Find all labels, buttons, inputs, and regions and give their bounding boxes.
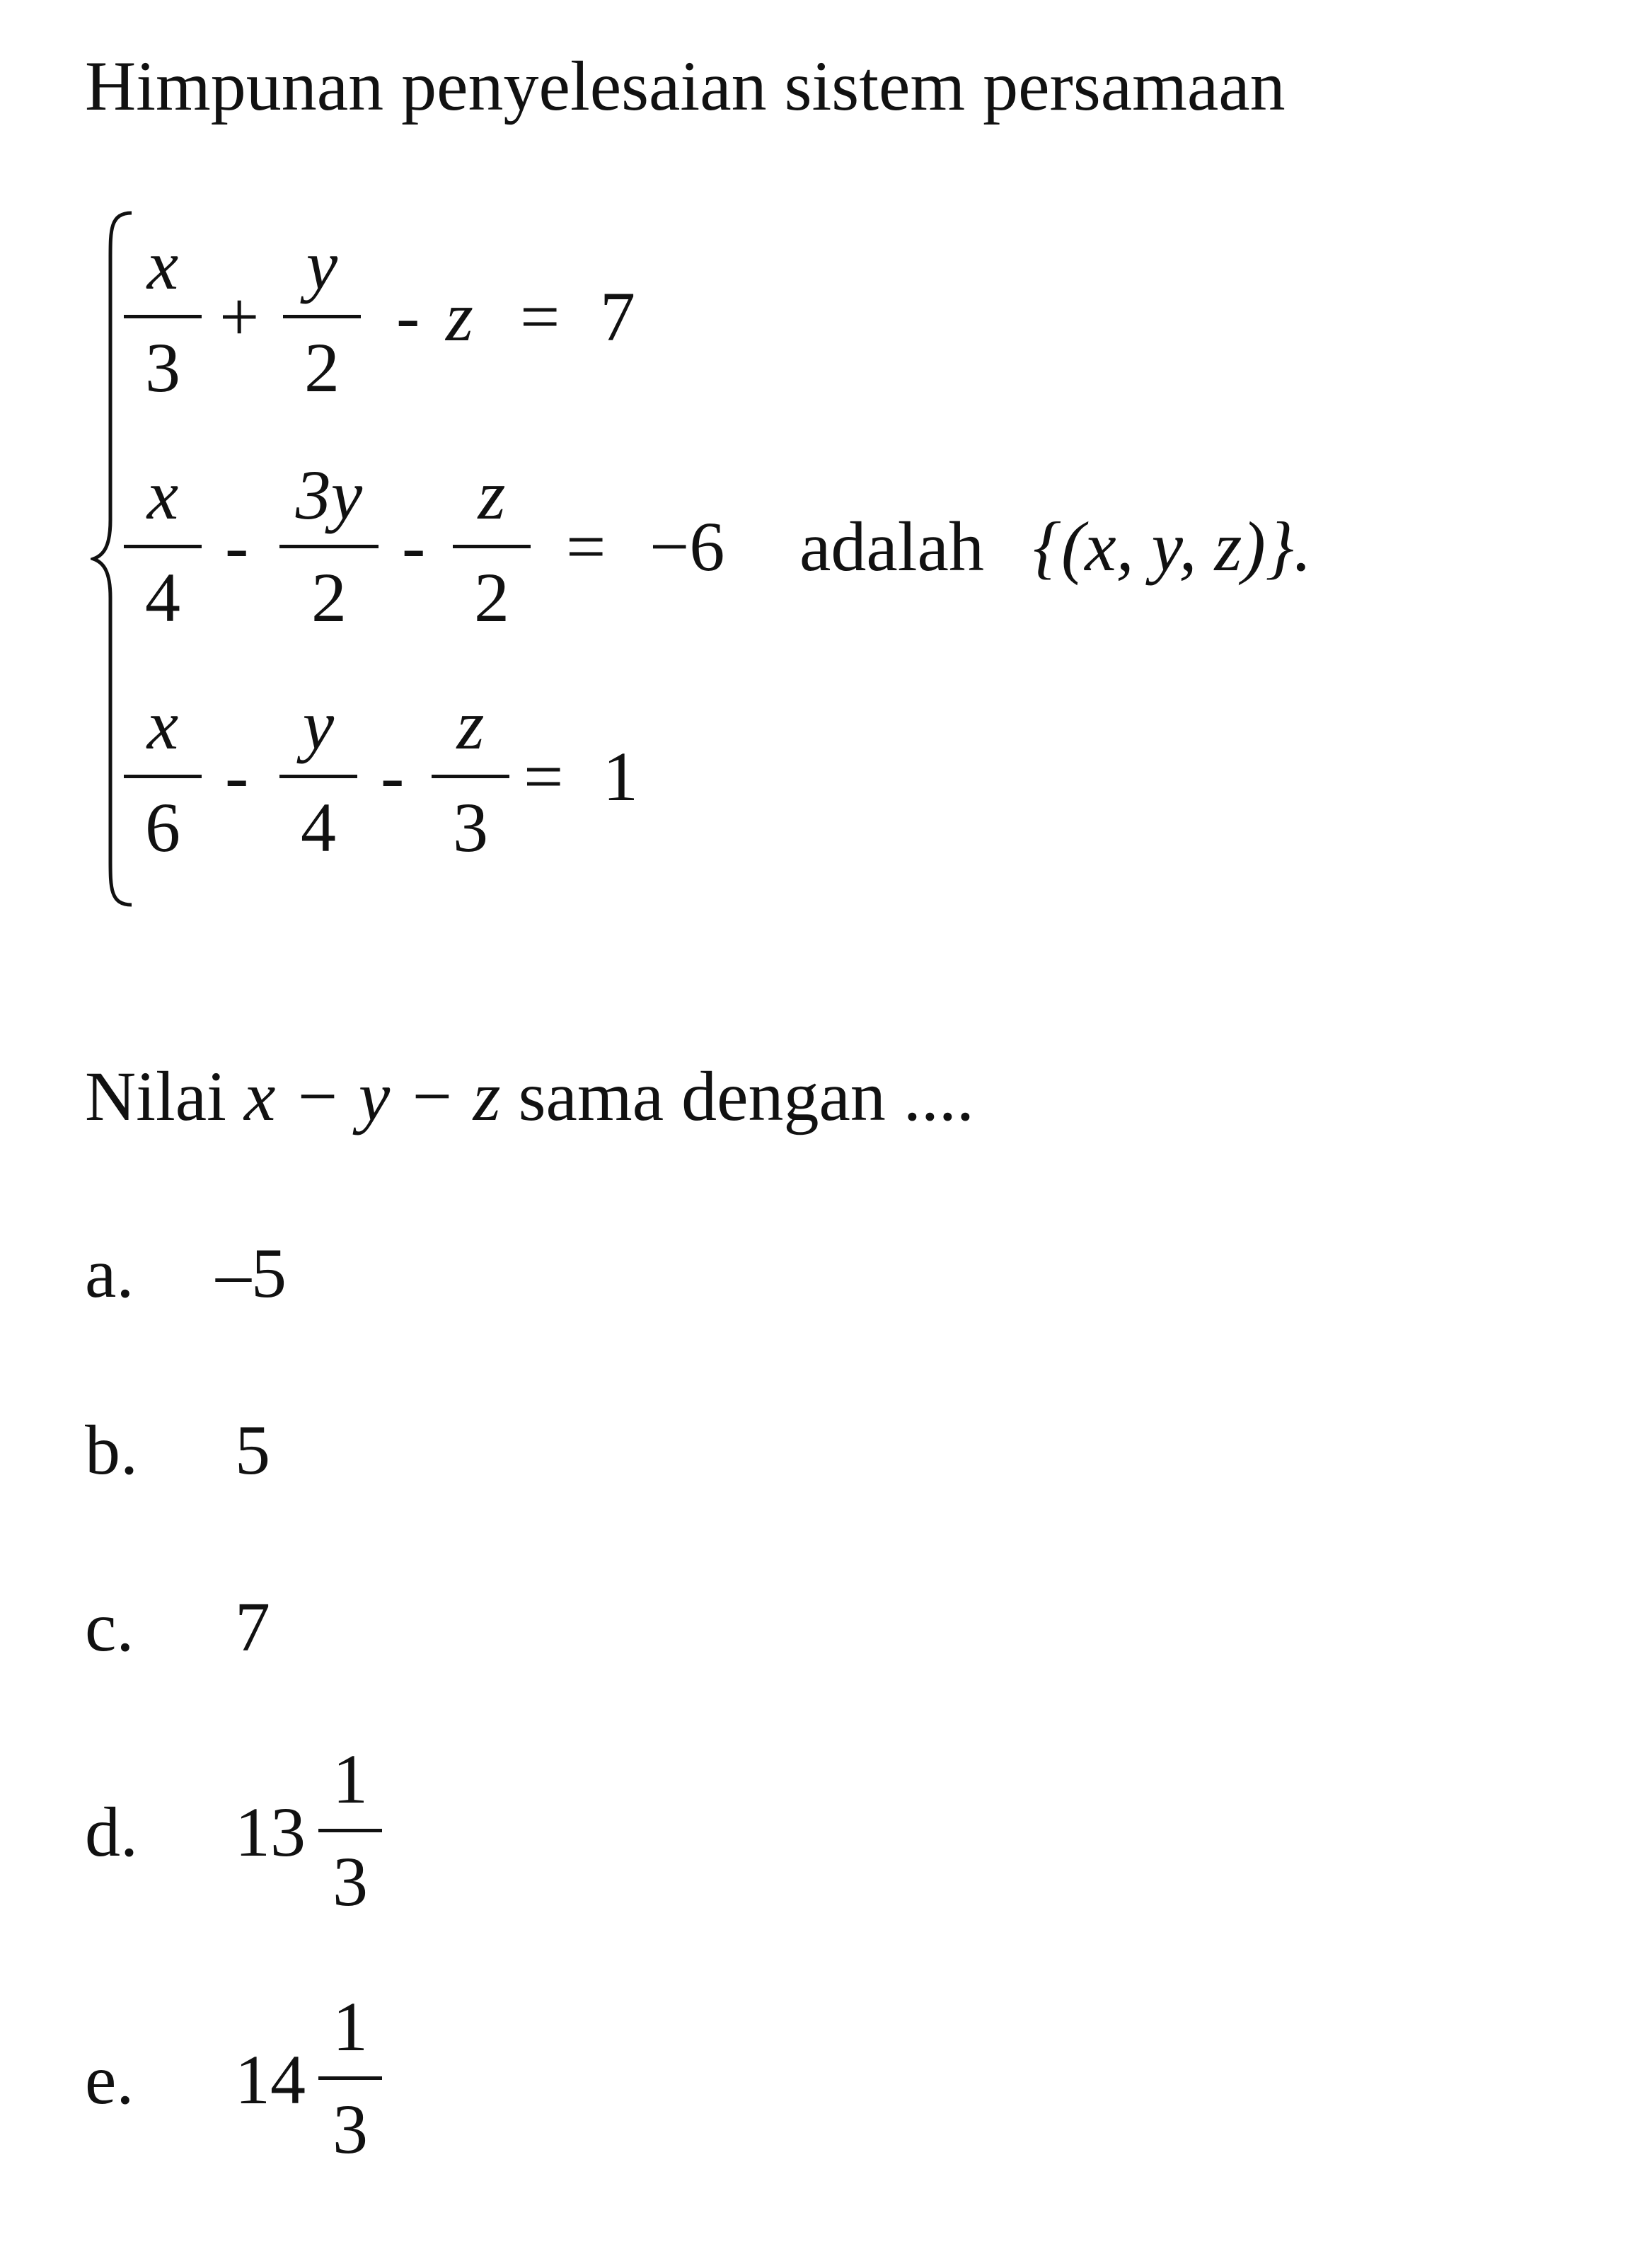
option-label: c. [85, 1588, 134, 1666]
solution-text: adalah [799, 507, 984, 586]
option-label: b. [85, 1411, 138, 1489]
option-label: a. [85, 1234, 134, 1312]
rhs-value: 7 [600, 277, 635, 356]
option-value: 5 [235, 1411, 270, 1489]
minus-operator: - [381, 737, 405, 816]
option-label: d. [85, 1793, 138, 1871]
fraction-y-over-4: y 4 [279, 683, 357, 874]
fraction-x-over-4: x 4 [124, 453, 202, 644]
minus-operator: - [402, 507, 426, 586]
option-value-fraction: 1 3 [318, 1984, 382, 2175]
prompt-prefix: Nilai [85, 1057, 226, 1135]
equals-sign: = [524, 737, 564, 816]
minus-operator: - [225, 737, 249, 816]
rhs-value: 1 [603, 737, 638, 816]
fraction-3y-over-2: 3y 2 [279, 453, 379, 644]
rhs-value: −6 [649, 507, 725, 586]
option-label: e. [85, 2040, 134, 2119]
fraction-z-over-3: z 3 [432, 683, 509, 874]
plus-operator: + [219, 277, 260, 356]
fraction-x-over-3: x 3 [124, 223, 202, 414]
equals-sign: = [566, 507, 606, 586]
minus-operator: - [396, 277, 420, 356]
option-value-whole: 13 [235, 1793, 306, 1871]
fraction-z-over-2: z 2 [453, 453, 531, 644]
question-prompt [85, 1057, 974, 1135]
solution-set: {(x, y, z)}. [1033, 507, 1312, 586]
minus-operator: - [225, 507, 249, 586]
equals-sign: = [520, 277, 560, 356]
option-value-whole: 14 [235, 2040, 306, 2119]
fraction-x-over-6: x 6 [124, 683, 202, 874]
prompt-suffix: sama dengan .... [518, 1057, 974, 1135]
variable-z: z [446, 277, 473, 356]
option-value-fraction: 1 3 [318, 1737, 382, 1928]
option-value: –5 [216, 1234, 287, 1312]
question-intro: Himpunan penyelesaian sistem persamaan [85, 47, 1286, 125]
fraction-y-over-2: y 2 [283, 223, 361, 414]
option-value: 7 [235, 1588, 270, 1666]
prompt-expression: x − y − z [243, 1057, 501, 1135]
